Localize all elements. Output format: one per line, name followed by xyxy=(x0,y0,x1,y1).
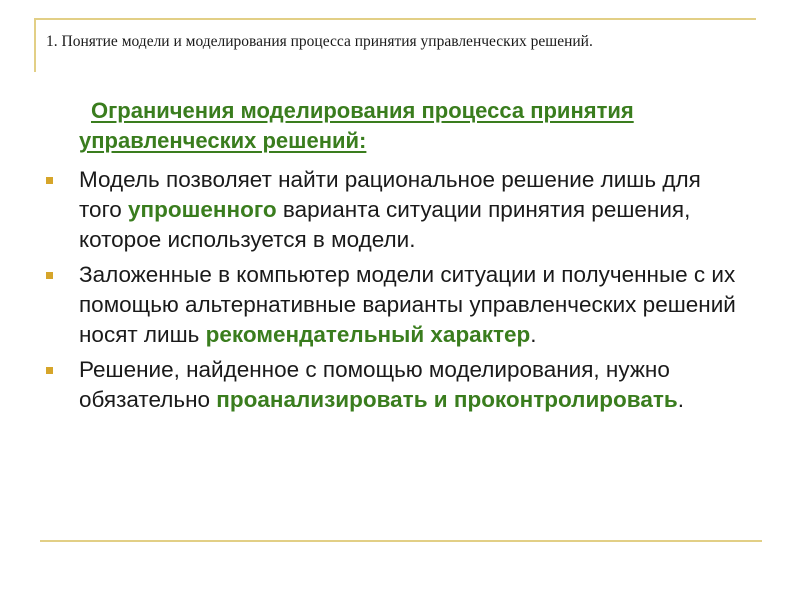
slide-title: 1. Понятие модели и моделирования процесса принятия управленческих решений. xyxy=(46,33,593,50)
bullet-text-3-part-1: Решение, найденное с помощью моделирования, нужно обязательно xyxy=(79,357,670,412)
bullet-square-icon xyxy=(46,177,53,184)
bullet-highlight-analyze-control: проанализировать и проконтролировать xyxy=(216,387,678,412)
bullet-list xyxy=(46,165,746,420)
bullet-text-2-part-3: . xyxy=(530,322,537,347)
bullet-item-3 xyxy=(46,355,746,415)
bullet-text-2-part-1: Заложенные в компьютер модели ситуации и полученные с их помощью альтернативные варианты управленческих решений носят лишь xyxy=(79,262,736,347)
bullet-square-icon xyxy=(46,367,53,374)
bullet-square-icon xyxy=(46,272,53,279)
bullet-highlight-simplified: упрошенного xyxy=(128,197,277,222)
section-heading: Ограничения моделирования процесса принятия управленческих решений: xyxy=(79,98,634,153)
bullet-text-1-part-1: Модель позволяет найти рациональное решение лишь для того xyxy=(79,167,701,222)
bullet-text-3-part-3: . xyxy=(677,387,684,412)
bullet-item-1 xyxy=(46,165,746,255)
bottom-divider xyxy=(40,540,762,542)
bullet-text-1-part-3: варианта ситуации принятия решения, которое используется в модели. xyxy=(79,197,691,252)
bullet-item-2 xyxy=(46,260,746,350)
bullet-highlight-recommendatory: рекомендательный характер xyxy=(205,322,531,347)
